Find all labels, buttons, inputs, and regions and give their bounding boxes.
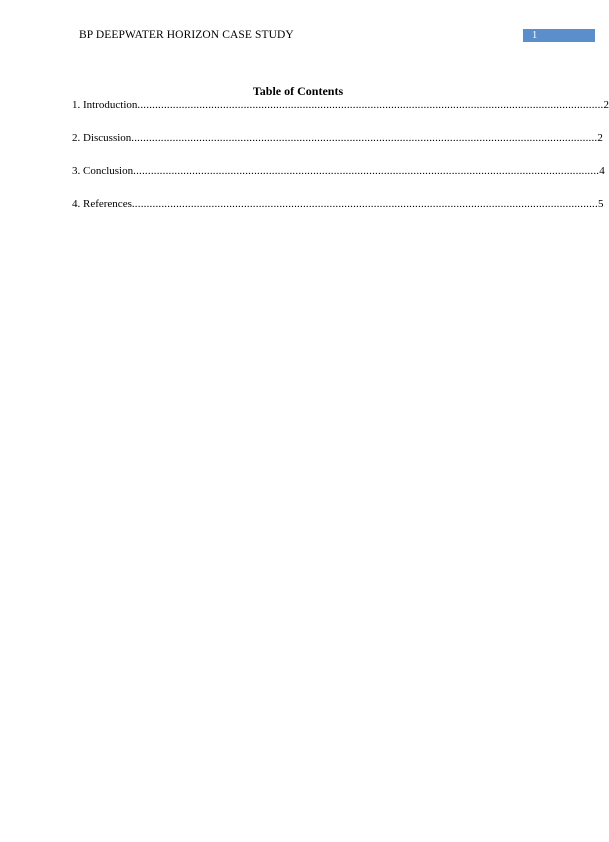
- toc-list: [72, 98, 609, 230]
- toc-entry-label: 4. References: [72, 198, 132, 210]
- toc-dot-leader: ..............................................................................................................................................................: [131, 132, 598, 144]
- toc-entry-page: 2: [597, 132, 603, 144]
- page-number-box: [523, 29, 595, 42]
- toc-entry-label: 2. Discussion: [72, 132, 132, 144]
- toc-entry-discussion[interactable]: [72, 131, 603, 164]
- toc-entry-references[interactable]: [72, 197, 604, 230]
- toc-entry-introduction[interactable]: [72, 98, 609, 131]
- page-number: 1: [532, 30, 538, 41]
- toc-dot-leader: ..............................................................................................................................................................: [131, 198, 598, 210]
- toc-heading: Table of Contents: [252, 84, 344, 98]
- toc-entry-page: 4: [599, 165, 605, 177]
- toc-entry-label: 1. Introduction: [72, 99, 138, 111]
- toc-dot-leader: ..............................................................................................................................................................: [137, 99, 604, 111]
- toc-entry-page: 2: [603, 99, 609, 111]
- toc-entry-label: 3. Conclusion: [72, 165, 134, 177]
- toc-dot-leader: ..............................................................................................................................................................: [133, 165, 600, 177]
- header-title: BP DEEPWATER HORIZON CASE STUDY: [79, 29, 294, 41]
- toc-entry-conclusion[interactable]: [72, 164, 605, 197]
- toc-entry-page: 5: [597, 198, 604, 210]
